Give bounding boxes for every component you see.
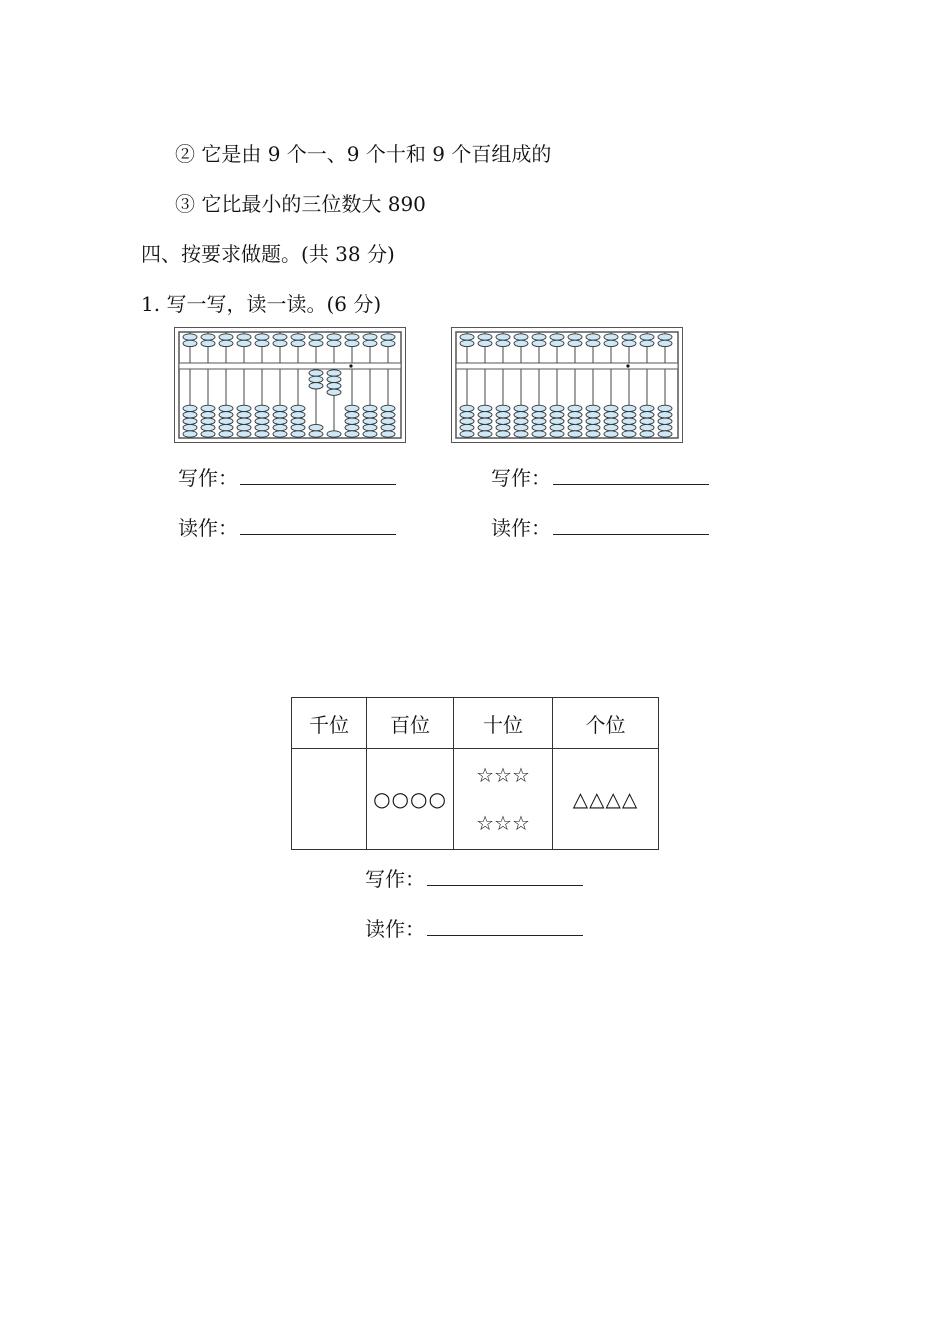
abacus-bead <box>237 405 251 411</box>
abacus-bead <box>586 418 600 424</box>
abacus-bead <box>255 340 269 346</box>
abacus-bead <box>363 405 377 411</box>
abacus-bead <box>478 424 492 430</box>
abacus-bead <box>478 431 492 437</box>
abacus-bead <box>291 424 305 430</box>
abacus-left-read <box>178 512 396 541</box>
abacus-bead <box>327 383 341 389</box>
write-label: 写作： <box>365 867 425 891</box>
abacus-bead <box>201 418 215 424</box>
abacus-bead <box>532 405 546 411</box>
abacus-bead <box>219 431 233 437</box>
abacus-bead <box>201 424 215 430</box>
abacus-bead <box>640 412 654 418</box>
abacus-bead <box>496 405 510 411</box>
abacus-bead <box>345 405 359 411</box>
table-read <box>365 913 583 942</box>
abacus-bead <box>273 334 287 340</box>
tens-stars-row-1: ☆☆☆ <box>476 763 530 787</box>
place-value-table <box>291 697 659 850</box>
abacus-bead <box>237 334 251 340</box>
abacus-bead <box>255 424 269 430</box>
cell-tens <box>454 749 553 850</box>
abacus-bead <box>309 376 323 382</box>
abacus-bead <box>550 424 564 430</box>
abacus-bead <box>255 418 269 424</box>
section-title: 四、按要求做题。(共 38 分) <box>141 242 395 266</box>
abacus-bead <box>586 334 600 340</box>
abacus-bead <box>514 334 528 340</box>
header-thousands: 千位 <box>292 698 367 749</box>
table-write <box>365 863 583 892</box>
abacus-bead <box>658 405 672 411</box>
abacus-bead <box>478 334 492 340</box>
abacus-bead <box>219 405 233 411</box>
abacus-bead <box>255 405 269 411</box>
write-label: 写作： <box>178 466 238 490</box>
abacus-bead <box>460 418 474 424</box>
abacus-bead <box>183 418 197 424</box>
cell-ones: △△△△ <box>553 749 659 850</box>
cell-hundreds: ○○○○ <box>367 749 454 850</box>
abacus-bead <box>496 412 510 418</box>
abacus-bead <box>273 431 287 437</box>
abacus-bead <box>496 431 510 437</box>
abacus-bead <box>345 340 359 346</box>
abacus-bead <box>237 424 251 430</box>
abacus-bead <box>460 424 474 430</box>
abacus-bead <box>460 405 474 411</box>
abacus-bead <box>219 418 233 424</box>
abacus-bead <box>309 340 323 346</box>
abacus-bead <box>550 405 564 411</box>
abacus-bead <box>273 418 287 424</box>
write-answer-blank[interactable] <box>553 462 709 485</box>
abacus-bead <box>363 431 377 437</box>
abacus-bead <box>460 334 474 340</box>
abacus-bead <box>255 412 269 418</box>
abacus-bead <box>273 424 287 430</box>
abacus-bead <box>345 412 359 418</box>
abacus-bead <box>219 340 233 346</box>
write-label: 写作： <box>491 466 551 490</box>
abacus-bead <box>622 340 636 346</box>
abacus-bead <box>568 340 582 346</box>
abacus-bead <box>327 334 341 340</box>
abacus-bead <box>291 340 305 346</box>
abacus-bead <box>381 405 395 411</box>
abacus-bead <box>183 424 197 430</box>
abacus-bead <box>604 340 618 346</box>
abacus-bead <box>532 412 546 418</box>
abacus-bead <box>604 405 618 411</box>
read-answer-blank[interactable] <box>240 512 396 535</box>
abacus-bead <box>658 334 672 340</box>
abacus-bead <box>550 340 564 346</box>
abacus-bead <box>604 424 618 430</box>
abacus-bead <box>658 340 672 346</box>
abacus-right <box>451 327 683 443</box>
abacus-bead <box>496 424 510 430</box>
abacus-bead <box>273 340 287 346</box>
abacus-bead <box>237 412 251 418</box>
abacus-bead <box>201 334 215 340</box>
abacus-bead <box>514 340 528 346</box>
abacus-bead <box>658 412 672 418</box>
abacus-bead <box>201 405 215 411</box>
read-label: 读作： <box>178 516 238 540</box>
abacus-bead <box>237 431 251 437</box>
abacus-bead <box>309 431 323 437</box>
abacus-bead <box>201 340 215 346</box>
abacus-bead <box>658 418 672 424</box>
abacus-bead <box>363 340 377 346</box>
abacus-bead <box>532 340 546 346</box>
write-answer-blank[interactable] <box>240 462 396 485</box>
cell-thousands <box>292 749 367 850</box>
abacus-bead <box>327 431 341 437</box>
abacus-bead <box>183 405 197 411</box>
abacus-left <box>174 327 406 443</box>
abacus-bead <box>568 412 582 418</box>
read-label: 读作： <box>491 516 551 540</box>
header-tens: 十位 <box>454 698 553 749</box>
statement-2: ② 它是由 9 个一、9 个十和 9 个百组成的 <box>175 142 552 166</box>
abacus-bead <box>327 340 341 346</box>
read-answer-blank[interactable] <box>553 512 709 535</box>
abacus-bead <box>568 418 582 424</box>
header-ones: 个位 <box>553 698 659 749</box>
abacus-bead <box>291 418 305 424</box>
abacus-bead <box>496 334 510 340</box>
abacus-bead <box>183 412 197 418</box>
abacus-bead <box>622 424 636 430</box>
abacus-bead <box>309 424 323 430</box>
abacus-bead <box>586 412 600 418</box>
abacus-bead <box>219 424 233 430</box>
abacus-bead <box>327 376 341 382</box>
abacus-bead <box>345 418 359 424</box>
abacus-bead <box>550 412 564 418</box>
abacus-bead <box>381 334 395 340</box>
abacus-bead <box>381 418 395 424</box>
unit-dot <box>626 364 629 367</box>
abacus-right-read <box>491 512 709 541</box>
abacus-bead <box>586 340 600 346</box>
abacus-bead <box>460 431 474 437</box>
abacus-bead <box>604 412 618 418</box>
abacus-bead <box>201 431 215 437</box>
abacus-bead <box>478 418 492 424</box>
abacus-bead <box>273 412 287 418</box>
abacus-bead <box>327 389 341 395</box>
abacus-bead <box>381 424 395 430</box>
abacus-bead <box>532 431 546 437</box>
abacus-bead <box>345 334 359 340</box>
abacus-bead <box>622 418 636 424</box>
abacus-bead <box>183 334 197 340</box>
abacus-bead <box>345 431 359 437</box>
abacus-bead <box>460 412 474 418</box>
abacus-bead <box>622 412 636 418</box>
abacus-bead <box>183 340 197 346</box>
abacus-bead <box>309 383 323 389</box>
abacus-bead <box>622 334 636 340</box>
abacus-bead <box>291 334 305 340</box>
abacus-right-write <box>491 462 709 491</box>
abacus-bead <box>514 405 528 411</box>
abacus-bead <box>363 412 377 418</box>
abacus-bead <box>640 405 654 411</box>
abacus-bead <box>568 431 582 437</box>
abacus-bead <box>514 424 528 430</box>
read-label: 读作： <box>365 917 425 941</box>
question-1-title: 1. 写一写，读一读。(6 分) <box>141 292 382 316</box>
abacus-bead <box>622 405 636 411</box>
abacus-bead <box>201 412 215 418</box>
abacus-bead <box>460 340 474 346</box>
abacus-bead <box>219 412 233 418</box>
abacus-bead <box>183 431 197 437</box>
tens-stars-row-2: ☆☆☆ <box>476 811 530 835</box>
abacus-bead <box>586 424 600 430</box>
abacus-bead <box>291 412 305 418</box>
abacus-bead <box>604 431 618 437</box>
read-answer-blank[interactable] <box>427 913 583 936</box>
abacus-bead <box>658 431 672 437</box>
abacus-bead <box>550 431 564 437</box>
abacus-bead <box>327 370 341 376</box>
unit-dot <box>349 364 352 367</box>
abacus-bead <box>532 334 546 340</box>
abacus-bead <box>255 334 269 340</box>
abacus-bead <box>586 405 600 411</box>
abacus-bead <box>514 412 528 418</box>
abacus-bead <box>496 340 510 346</box>
abacus-bead <box>291 405 305 411</box>
abacus-bead <box>640 424 654 430</box>
abacus-bead <box>309 334 323 340</box>
abacus-bead <box>496 418 510 424</box>
abacus-bead <box>532 418 546 424</box>
abacus-bead <box>640 334 654 340</box>
abacus-bead <box>514 418 528 424</box>
abacus-bead <box>255 431 269 437</box>
abacus-bead <box>568 405 582 411</box>
abacus-bead <box>363 334 377 340</box>
abacus-bead <box>604 334 618 340</box>
write-answer-blank[interactable] <box>427 863 583 886</box>
abacus-bead <box>604 418 618 424</box>
abacus-bead <box>363 418 377 424</box>
abacus-bead <box>219 334 233 340</box>
abacus-bead <box>345 424 359 430</box>
abacus-bead <box>640 340 654 346</box>
abacus-bead <box>381 340 395 346</box>
abacus-bead <box>658 424 672 430</box>
abacus-bead <box>568 424 582 430</box>
abacus-bead <box>237 418 251 424</box>
header-hundreds: 百位 <box>367 698 454 749</box>
abacus-bead <box>237 340 251 346</box>
abacus-left-write <box>178 462 396 491</box>
abacus-bead <box>478 405 492 411</box>
statement-3: ③ 它比最小的三位数大 890 <box>175 192 426 216</box>
abacus-bead <box>550 334 564 340</box>
abacus-bead <box>381 431 395 437</box>
abacus-bead <box>640 431 654 437</box>
abacus-bead <box>291 431 305 437</box>
abacus-bead <box>309 370 323 376</box>
abacus-bead <box>568 334 582 340</box>
abacus-bead <box>514 431 528 437</box>
abacus-bead <box>363 424 377 430</box>
abacus-bead <box>273 405 287 411</box>
abacus-bead <box>478 412 492 418</box>
abacus-bead <box>550 418 564 424</box>
abacus-bead <box>532 424 546 430</box>
abacus-bead <box>478 340 492 346</box>
abacus-bead <box>586 431 600 437</box>
abacus-bead <box>622 431 636 437</box>
abacus-bead <box>640 418 654 424</box>
abacus-bead <box>381 412 395 418</box>
